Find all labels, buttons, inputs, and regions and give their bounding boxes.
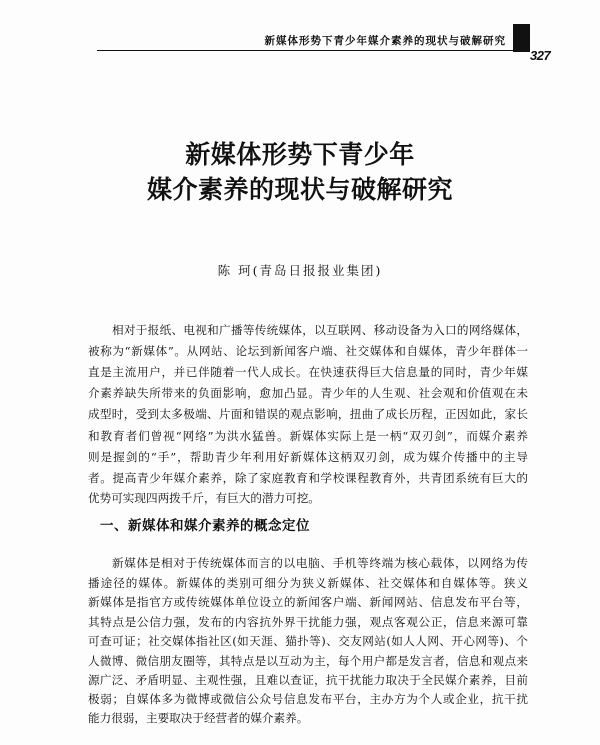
article-title-line-1: 新媒体形势下青少年 (185, 140, 415, 169)
section-line: 源广泛、矛盾明显、主观性强，且难以查证，抗干扰能力取决于全民媒介素养，目前 (88, 673, 528, 687)
intro-line: 和教育者们曾视“网络”为洪水猛兽。新媒体实际上是一柄“双刃剑”，而媒介素养 (88, 429, 528, 443)
author-byline: 陈 珂(青岛日报报业集团) (217, 263, 383, 278)
section-line: 新媒体是相对于传统媒体而言的以电脑、手机等终端为核心载体，以网络为传 (112, 556, 528, 570)
intro-line: 成型时，受到太多极端、片面和错误的观点影响，扭曲了成长历程，正因如此，家长 (88, 407, 528, 421)
intro-line: 则是握剑的“手”，帮助青少年利用好新媒体这柄双刃剑，成为媒介传播中的主导 (88, 450, 528, 464)
section-line: 其特点是公信力强，发布的内容抗外界干扰能力强，观点客观公正，信息来源可靠 (88, 615, 528, 629)
running-header-title: 新媒体形势下青少年媒介素养的现状与破解研究 (264, 35, 506, 47)
header-rule (97, 50, 530, 51)
intro-line: 相对于报纸、电视和广播等传统媒体，以互联网、移动设备为入口的网络媒体， (112, 323, 528, 337)
header-black-bar (513, 24, 530, 52)
intro-line: 被称为“新媒体”。从网站、论坛到新闻客户端、社交媒体和自媒体，青少年群体一 (88, 344, 528, 358)
section-heading: 一、新媒体和媒介素养的概念定位 (100, 518, 310, 534)
intro-line: 直是主流用户，并已伴随着一代人成长。在快速获得巨大信息量的同时，青少年媒 (88, 365, 528, 379)
section-line: 可查可证；社交媒体指社区(如天涯、猫扑等)、交友网站(如人人网、开心网等)、个 (88, 634, 528, 648)
intro-line: 优势可实现四两拨千斤，有巨大的潜力可挖。 (88, 491, 320, 505)
article-title-line-2: 媒介素养的现状与破解研究 (146, 175, 453, 204)
section-line: 新媒体是指官方或传统媒体单位设立的新闻客户端、新闻网站、信息发布平台等， (88, 595, 528, 609)
section-line: 极弱；自媒体多为微博或微信公众号信息发布平台，主办方为个人或企业，抗干扰 (88, 692, 528, 706)
section-line: 播途径的媒体。新媒体的类别可细分为狭义新媒体、社交媒体和自媒体等。狭义 (88, 576, 528, 590)
intro-line: 者。提高青少年媒介素养，除了家庭教育和学校课程教育外，共青团系统有巨大的 (88, 471, 528, 485)
page-number: 327 (530, 48, 551, 63)
section-line: 人微博、微信朋友圈等，其特点是以互动为主，每个用户都是发言者，信息和观点来 (88, 654, 528, 668)
intro-line: 介素养缺失所带来的负面影响，愈加凸显。青少年的人生观、社会观和价值观在未 (88, 386, 528, 400)
section-line: 能力很弱，主要取决于经营者的媒介素养。 (88, 711, 309, 725)
